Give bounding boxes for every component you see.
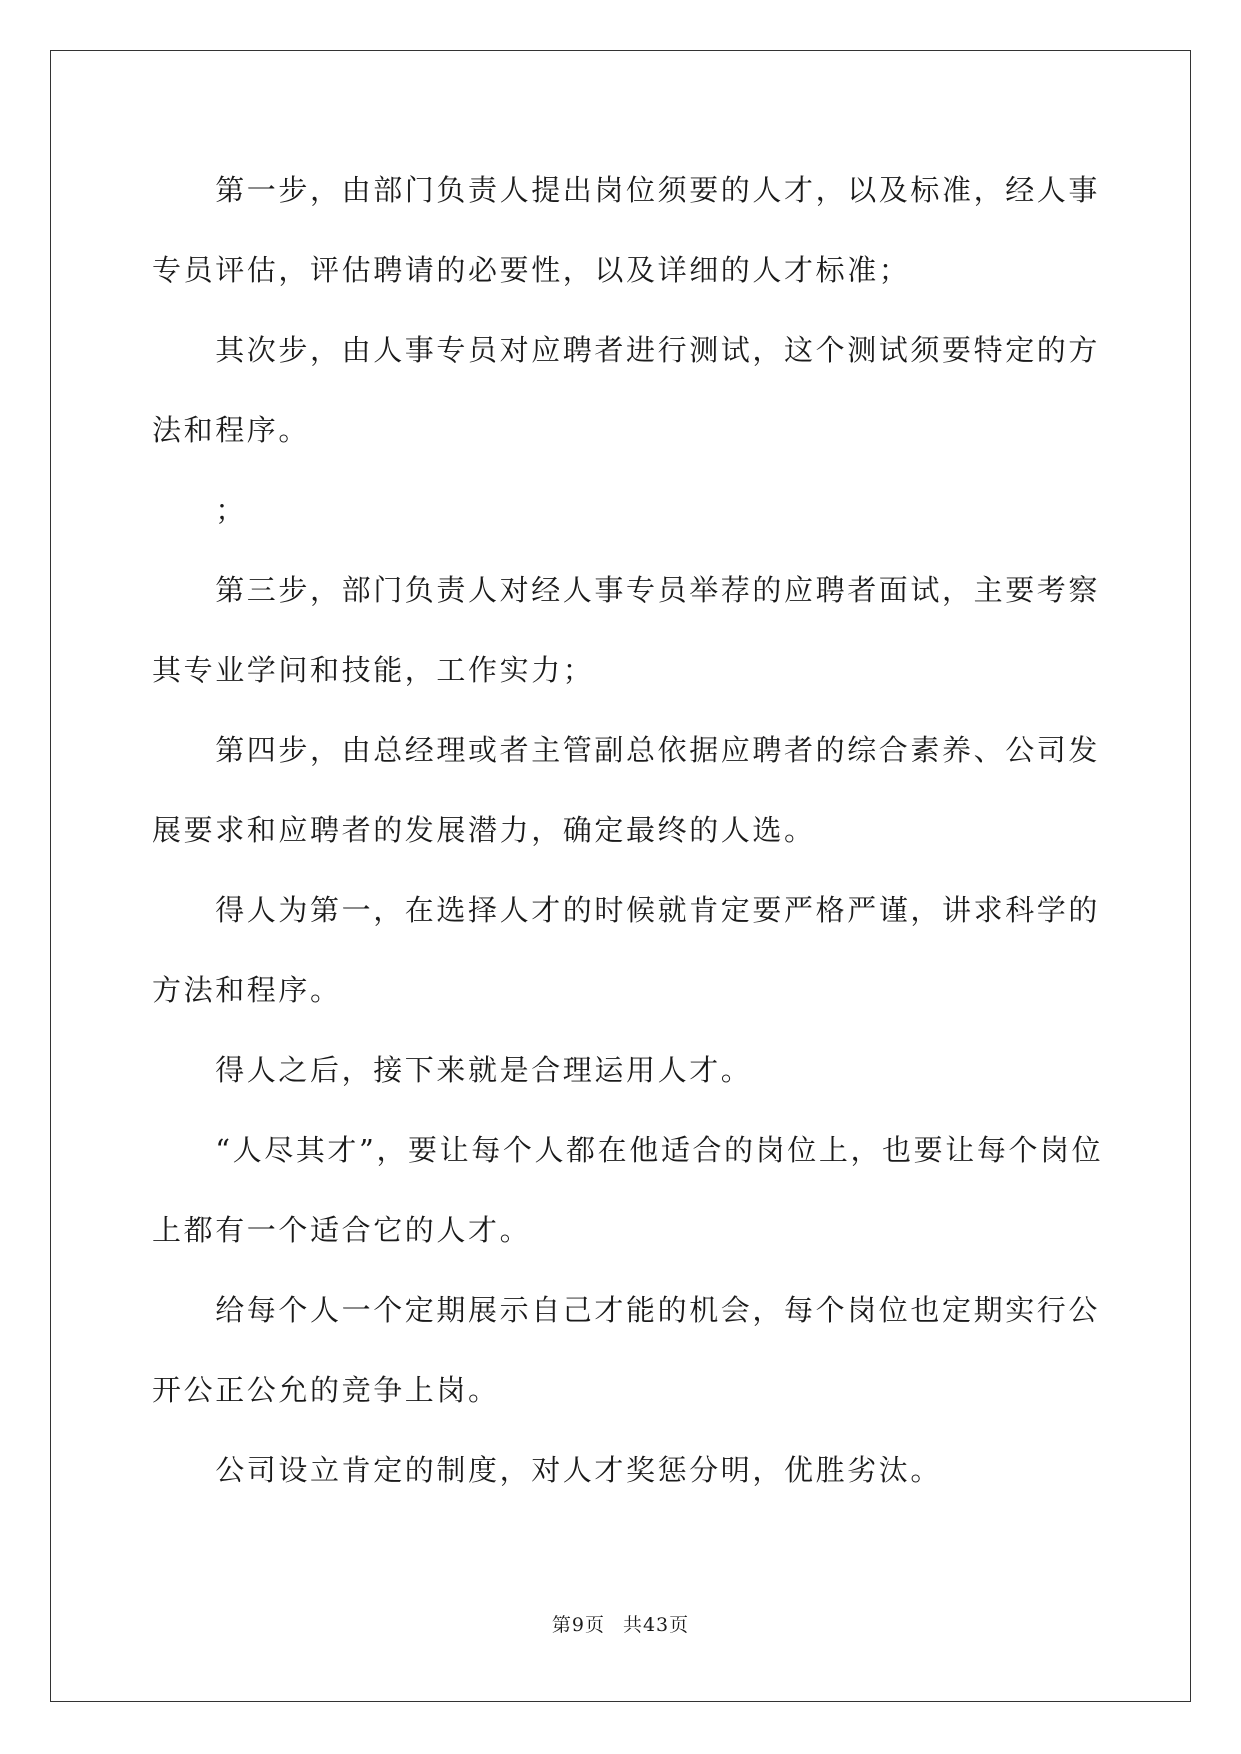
text-line: ；	[152, 493, 247, 527]
text-line: 方法和程序。	[152, 973, 342, 1007]
text-line: 第一步，由部门负责人提出岗位须要的人才，以及标准，经人事	[152, 173, 1101, 207]
text-line: 上都有一个适合它的人才。	[152, 1213, 532, 1247]
text-line: 第三步，部门负责人对经人事专员举荐的应聘者面试，主要考察	[152, 573, 1101, 607]
text-line: “人尽其才”，要让每个人都在他适合的岗位上，也要让每个岗位	[152, 1133, 1104, 1167]
text-line: 专员评估，评估聘请的必要性，以及详细的人才标准；	[152, 253, 911, 287]
text-line: 给每个人一个定期展示自己才能的机会，每个岗位也定期实行公	[152, 1293, 1101, 1327]
text-line: 开公正公允的竞争上岗。	[152, 1373, 500, 1407]
page-number: 第9页	[551, 1614, 605, 1636]
text-line: 公司设立肯定的制度，对人才奖惩分明，优胜劣汰。	[152, 1453, 943, 1487]
page-total: 共43页	[622, 1614, 690, 1636]
text-line: 展要求和应聘者的发展潜力，确定最终的人选。	[152, 813, 816, 847]
text-line: 其次步，由人事专员对应聘者进行测试，这个测试须要特定的方	[152, 333, 1101, 367]
text-line: 第四步，由总经理或者主管副总依据应聘者的综合素养、公司发	[152, 733, 1101, 767]
text-line: 得人之后，接下来就是合理运用人才。	[152, 1053, 753, 1087]
text-line: 法和程序。	[152, 413, 311, 447]
text-line: 得人为第一，在选择人才的时候就肯定要严格严谨，讲求科学的	[152, 893, 1101, 927]
page-footer	[0, 1613, 1241, 1637]
text-line: 其专业学问和技能，工作实力；	[152, 653, 595, 687]
